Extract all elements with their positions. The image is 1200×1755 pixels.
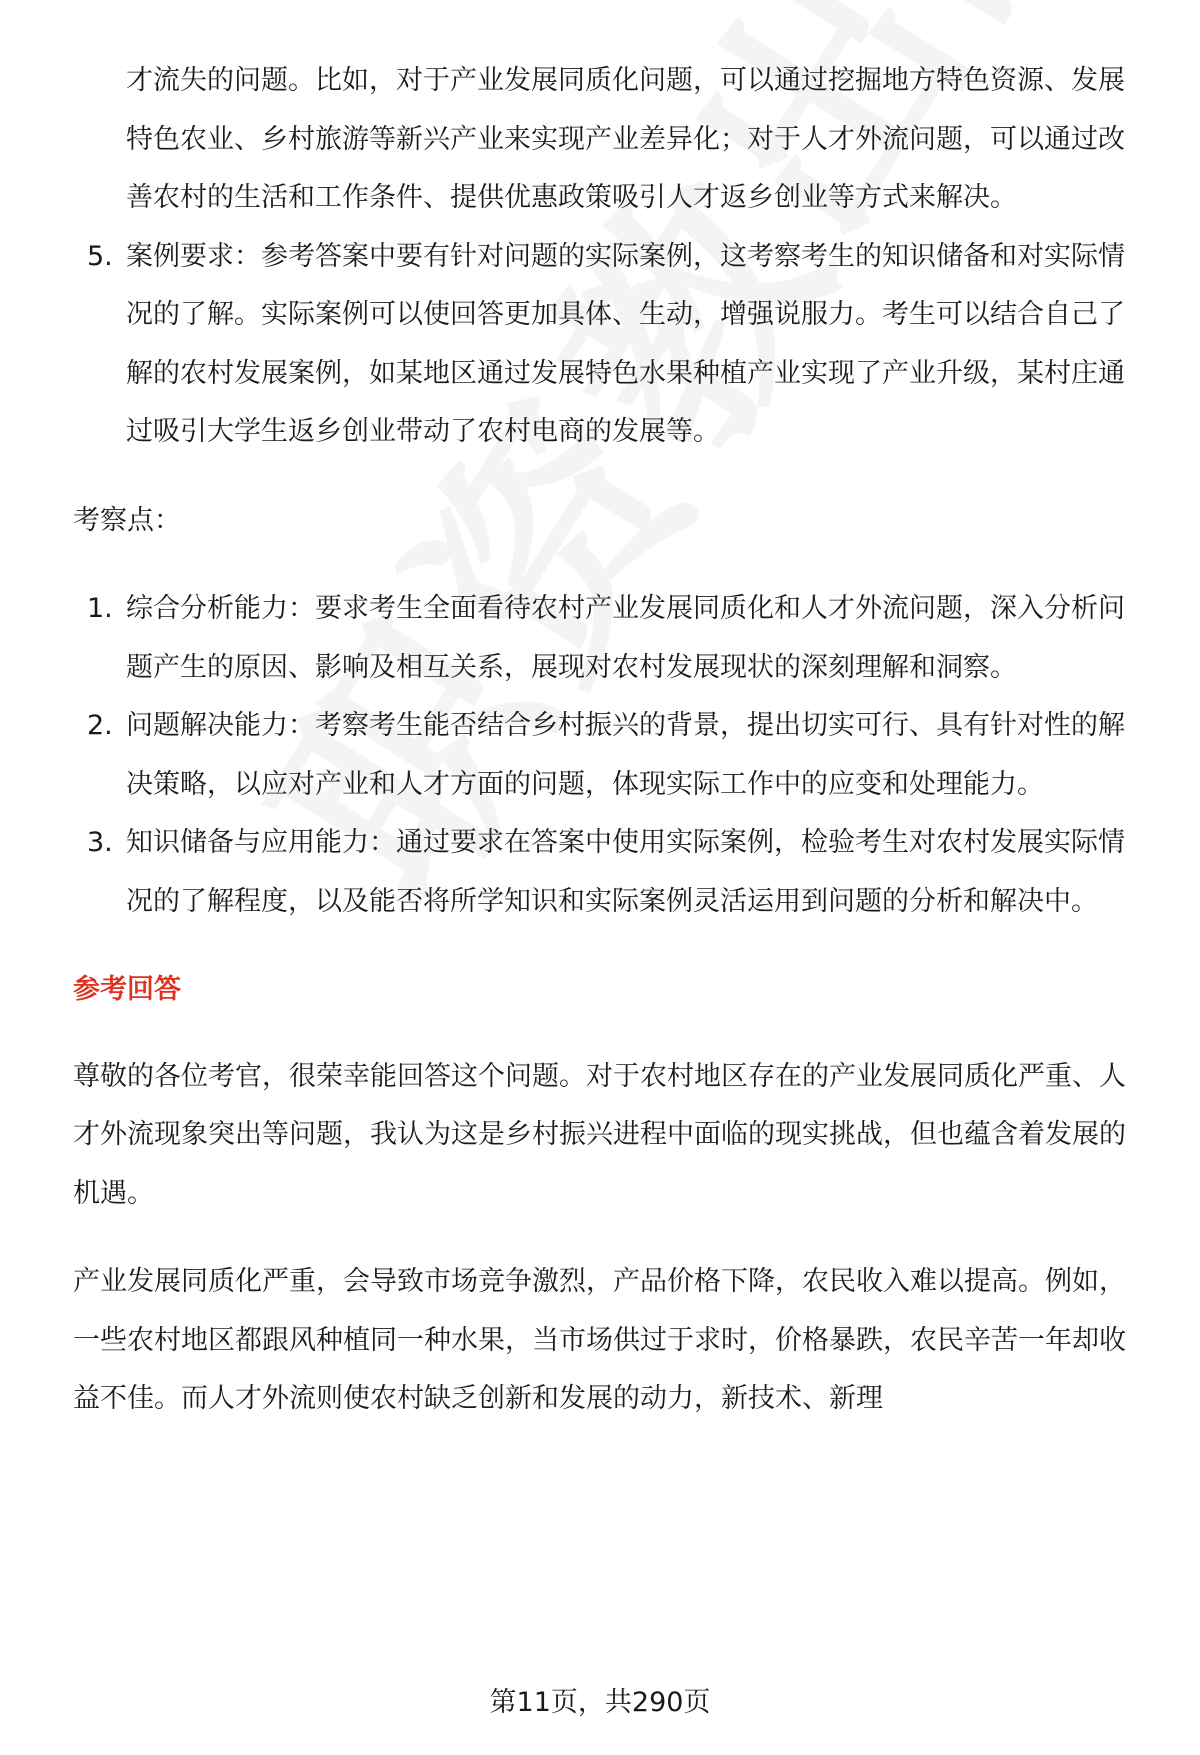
reference-answer-heading: 参考回答 [73, 974, 181, 1005]
list-item-exam-point-3 [73, 814, 1143, 931]
exam-points-label: 考察点： [73, 504, 181, 536]
list-item-text: 才流失的问题。比如，对于产业发展同质化问题，可以通过挖掘地方特色资源、发展特色农业、乡村旅游等新兴产业来实现产业差异化；对于人才外流问题，可以通过改善农村的生活和工作条件、提供优惠政策吸引人才返乡创业等方式来解决。 [126, 65, 1125, 213]
answer-paragraph-2: 产业发展同质化严重，会导致市场竞争激烈，产品价格下降，农民收入难以提高。例如，一些农村地区都跟风种植同一种水果，当市场供过于求时，价格暴跌，农民辛苦一年却收益不佳。而人才外流则使农村缺乏创新和发展的动力，新技术、新理 [73, 1266, 1126, 1414]
list-item-5 [73, 228, 1143, 462]
list-item-number: 2. [87, 710, 113, 741]
list-item-number: 1. [87, 593, 113, 624]
list-item-number: 3. [87, 827, 113, 858]
answer-paragraph-1: 尊敬的各位考官，很荣幸能回答这个问题。对于农村地区存在的产业发展同质化严重、人才外流现象突出等问题，我认为这是乡村振兴进程中面临的现实挑战，但也蕴含着发展的机遇。 [73, 1060, 1126, 1209]
list-item-text: 综合分析能力：要求考生全面看待农村产业发展同质化和人才外流问题，深入分析问题产生的原因、影响及相互关系，展现对农村发展现状的深刻理解和洞察。 [126, 593, 1125, 683]
list-item-text: 知识储备与应用能力：通过要求在答案中使用实际案例，检验考生对农村发展实际情况的了解程度，以及能否将所学知识和实际案例灵活运用到问题的分析和解决中。 [126, 827, 1125, 917]
page-content [73, 52, 1143, 1429]
list-item-exam-point-1 [73, 580, 1143, 697]
list-item-continued [73, 52, 1143, 228]
list-item-exam-point-2 [73, 697, 1143, 814]
page-footer: 第11页，共290页 [489, 1687, 711, 1718]
list-item-text: 问题解决能力：考察考生能否结合乡村振兴的背景，提出切实可行、具有针对性的解决策略，以应对产业和人才方面的问题，体现实际工作中的应变和处理能力。 [126, 710, 1125, 800]
list-item-number: 5. [87, 240, 113, 272]
list-item-text: 案例要求：参考答案中要有针对问题的实际案例，这考察考生的知识储备和对实际情况的了解。实际案例可以使回答更加具体、生动，增强说服力。考生可以结合自己了解的农村发展案例，如某地区通过发展特色水果种植产业实现了产业升级，某村庄通过吸引大学生返乡创业带动了农村电商的发展等。 [126, 240, 1125, 447]
